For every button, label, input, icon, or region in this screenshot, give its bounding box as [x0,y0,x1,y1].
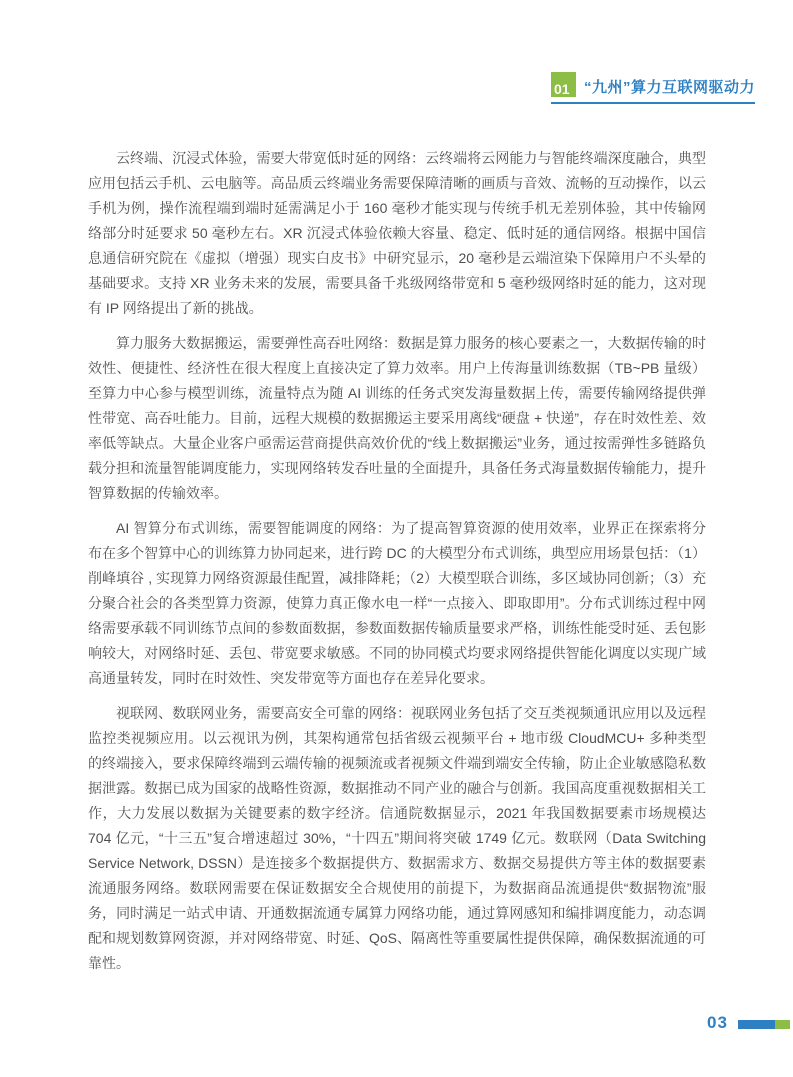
paragraph-ai-distributed-training: AI 智算分布式训练，需要智能调度的网络：为了提高智算资源的使用效率，业界正在探索将分布在多个智算中心的训练算力协同起来，进行跨 DC 的大模型分布式训练，典型应用场景包括：（1）削峰填谷 , 实现算力网络资源最佳配置，减排降耗；（2）大模型联合训练，多区域协同创新；（3）充分聚合社会的各类型算力资源，使算力真正像水电一样“一点接入、即取即用”。分布式训练过程中网络需要承载不同训练节点间的参数面数据，参数面数据传输质量要求严格，训练性能受时延、丢包影响较大，对网络时延、丢包、带宽要求敏感。不同的协同模式均要求网络提供智能化调度以实现广域高通量转发，同时在时效性、突发带宽等方面也存在差异化要求。 [88,520,706,686]
paragraph-data-transport: 算力服务大数据搬运，需要弹性高吞吐网络：数据是算力服务的核心要素之一，大数据传输的时效性、便捷性、经济性在很大程度上直接决定了算力效率。用户上传海量训练数据（TB~PB 量级）至算力中心参与模型训练，流量特点为随 AI 训练的任务式突发海量数据上传，需要传输网络提供弹性带宽、高吞吐能力。目前，远程大规模的数据搬运主要采用离线“硬盘 + 快递”，存在时效性差、效率低等缺点。大量企业客户亟需运营商提供高效价优的“线上数据搬运”业务，通过按需弹性多链路负载分担和流量智能调度能力，实现网络转发吞吐量的全面提升，具备任务式海量数据传输能力，提升智算数据的传输效率。 [88,335,706,501]
paragraph-cloud-terminal: 云终端、沉浸式体验，需要大带宽低时延的网络：云终端将云网能力与智能终端深度融合，典型应用包括云手机、云电脑等。高品质云终端业务需要保障清晰的画质与音效、流畅的互动操作，以云手机为例，操作流程端到端时延需满足小于 160 毫秒才能实现与传统手机无差别体验，其中传输网络部分时延要求 50 毫秒左右。XR 沉浸式体验依赖大容量、稳定、低时延的通信网络。根据中国信息通信研究院在《虚拟（增强）现实白皮书》中研究显示，20 毫秒是云端渲染下保障用户不头晕的基础要求。支持 XR 业务未来的发展，需要具备千兆级网络带宽和 5 毫秒级网络时延的能力，这对现有 IP 网络提出了新的挑战。 [88,150,706,316]
page-number: 03 [707,1013,728,1032]
section-header [551,72,755,104]
footer-bar-blue-segment [738,1020,775,1029]
body-text [88,146,706,986]
footer-bar-green-segment [775,1020,790,1029]
footer-decoration-bar [738,1020,790,1029]
section-title: “九州”算力互联网驱动力 [584,79,756,96]
paragraph-video-data-network: 视联网、数联网业务，需要高安全可靠的网络：视联网业务包括了交互类视频通讯应用以及远程监控类视频应用。以云视讯为例，其架构通常包括省级云视频平台 + 地市级 CloudMCU+ 多种类型的终端接入，要求保障终端到云端传输的视频流或者视频文件端到端安全传输，防止企业敏感隐私数据泄露。数据已成为国家的战略性资源，数据推动不同产业的融合与创新。我国高度重视数据相关工作，大力发展以数据为关键要素的数字经济。信通院数据显示，2021 年我国数据要素市场规模达 704 亿元，“十三五”复合增速超过 30%，“十四五”期间将突破 1749 亿元。数联网（Data Switching Service Network, DSSN）是连接多个数据提供方、数据需求方、数据交易提供方等主体的数据要素流通服务网络。数联网需要在保证数据安全合规使用的前提下，为数据商品流通提供“数据物流”服务，同时满足一站式申请、开通数据流通专属算力网络功能，通过算网感知和编排调度能力，动态调配和规划数算网资源，并对网络带宽、时延、QoS、隔离性等重要属性提供保障，确保数据流通的可靠性。 [88,705,706,971]
section-number-badge: 01 [551,72,576,97]
